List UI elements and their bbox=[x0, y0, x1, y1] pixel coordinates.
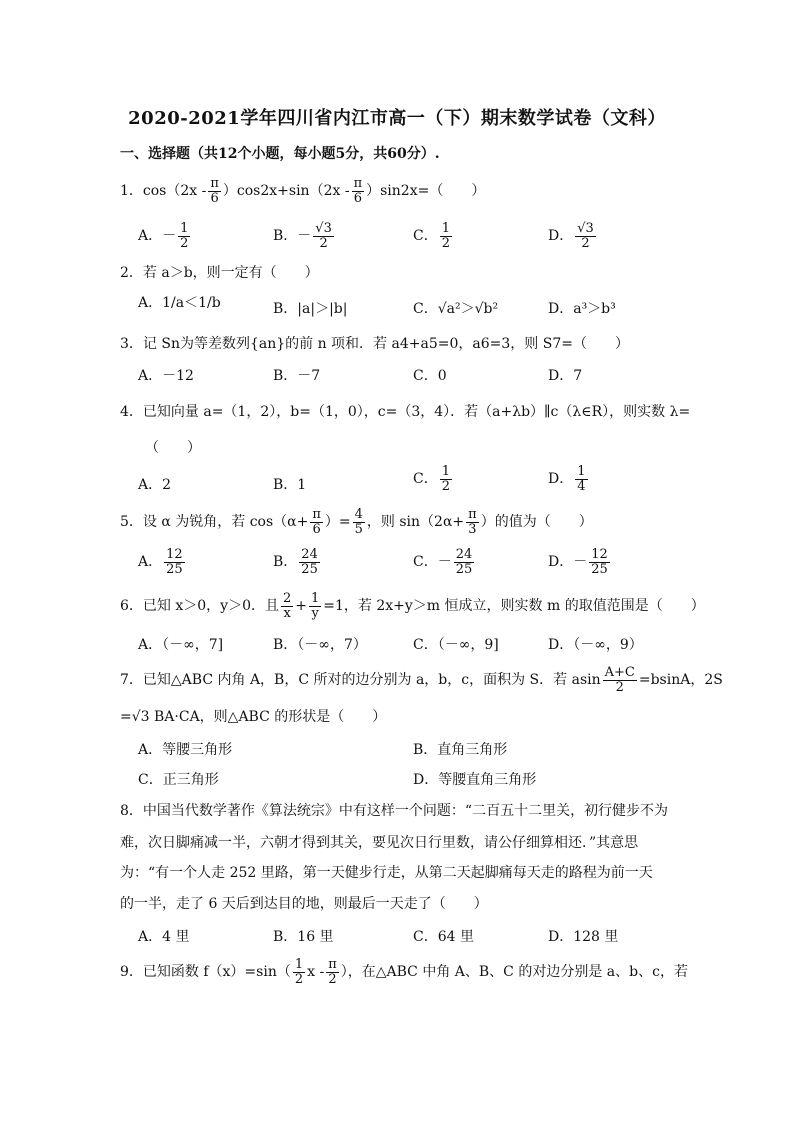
question-7-line-2: =√3 BA·CA，则△ABC 的形状是（ ） bbox=[120, 709, 387, 725]
q2-option-a: A．1/a＜1/b bbox=[138, 295, 221, 311]
q7-option-a: A．等腰三角形 bbox=[138, 742, 233, 758]
page-title: 2020-2021学年四川省内江市高一（下）期末数学试卷（文科） bbox=[128, 108, 666, 129]
section-heading: 一、选择题（共12个小题，每小题5分，共60分）. bbox=[120, 146, 440, 162]
q1-stem-a: 1．cos（2x - bbox=[120, 183, 207, 200]
question-5: 5．设 α 为锐角，若 cos（α+ $\frac{\pi}{6}$ ）= $\frac{4}{5}$ ，则 sin（2α+ $\frac{\pi}{3}$ ）的值为（ ） bbox=[120, 507, 593, 537]
q8-option-b: B．16 里 bbox=[273, 929, 334, 945]
q5-option-b: B． $\frac{24}{25}$ bbox=[273, 547, 318, 577]
q8-option-a: A．4 里 bbox=[138, 929, 190, 945]
question-8-line-4: 的一半，走了 6 天后到达目的地，则最后一天走了（ ） bbox=[120, 896, 488, 912]
question-1 bbox=[120, 177, 485, 205]
question-8-line-2: 难，次日脚痛减一半，六朝才得到其关，要见次日行里数，请公仔细算相还．”其意思 bbox=[120, 835, 639, 851]
q8-option-d: D．128 里 bbox=[548, 929, 619, 945]
question-7: 7．已知△ABC 内角 A，B，C 所对的边分别为 a，b，c，面积为 S．若 asin $\frac{A+C}{2}$ =bsinA，2S bbox=[120, 665, 723, 695]
q1-frac-pi-6: $\frac{\pi}{6}$ bbox=[210, 176, 219, 206]
q1-option-d: D． $\frac{√3}{2}$ bbox=[548, 221, 594, 251]
question-2: 2．若 a＞b，则一定有（ ） bbox=[120, 265, 319, 281]
q5-option-a: A． $\frac{12}{25}$ bbox=[138, 547, 183, 577]
q4-option-a: A．2 bbox=[138, 477, 172, 493]
q6-option-d: D．（－∞，9） bbox=[548, 637, 643, 653]
question-4: 4．已知向量 a=（1，2），b=（1，0），c=（3，4）．若（a+λb）∥c（λ∈R），则实数 λ= bbox=[120, 404, 691, 420]
question-4-answer-paren: （ ） bbox=[145, 440, 201, 456]
q1-stem-b: ）cos2x+sin（2x - bbox=[222, 183, 350, 200]
q1-option-b: B．－ $\frac{√3}{2}$ bbox=[273, 221, 332, 251]
q4-option-c: C． $\frac{1}{2}$ bbox=[413, 464, 450, 494]
q2-option-d: D．a³＞b³ bbox=[548, 301, 616, 317]
q3-option-a: A．－12 bbox=[138, 368, 194, 384]
q4-option-d: D． $\frac{1}{4}$ bbox=[548, 464, 586, 494]
q3-option-d: D．7 bbox=[548, 368, 583, 384]
q1-option-a: A．－ $\frac{1}{2}$ bbox=[138, 221, 189, 251]
q1-option-c: C． $\frac{1}{2}$ bbox=[413, 221, 450, 251]
q1-frac-pi-6b: $\frac{\pi}{6}$ bbox=[353, 176, 363, 206]
question-3: 3．记 Sn为等差数列{an}的前 n 项和．若 a4+a5=0，a6=3，则 S7=（ ） bbox=[120, 336, 629, 352]
q1-stem-c: ）sin2x=（ ） bbox=[366, 183, 486, 200]
q5-option-d: D．－ $\frac{12}{25}$ bbox=[548, 547, 608, 577]
q8-option-c: C．64 里 bbox=[413, 929, 474, 945]
q7-option-b: B．直角三角形 bbox=[413, 742, 508, 758]
q5-option-c: C．－ $\frac{24}{25}$ bbox=[413, 547, 473, 577]
q3-option-c: C．0 bbox=[413, 368, 447, 384]
question-8-line-3: 为：“有一个人走 252 里路，第一天健步行走，从第二天起脚痛每天走的路程为前一天 bbox=[120, 865, 653, 881]
q4-option-b: B．1 bbox=[273, 477, 307, 493]
question-9: 9．已知函数 f（x）=sin（ $\frac{1}{2}$ x - $\frac{\pi}{2}$ ），在△ABC 中角 A、B、C 的对边分别是 a、b、c，若 bbox=[120, 957, 688, 987]
q7-option-c: C．正三角形 bbox=[138, 772, 219, 788]
q6-option-a: A．（－∞，7] bbox=[138, 637, 224, 653]
q7-option-d: D．等腰直角三角形 bbox=[413, 772, 537, 788]
q2-option-b: B．|a|＞|b| bbox=[273, 301, 348, 317]
q6-option-c: C．（－∞，9] bbox=[413, 637, 499, 653]
q2-option-c: C．√a²＞√b² bbox=[413, 301, 499, 317]
q6-option-b: B．（－∞，7） bbox=[273, 637, 367, 653]
q3-option-b: B．－7 bbox=[273, 368, 321, 384]
question-8-line-1: 8．中国当代数学著作《算法统宗》中有这样一个问题：“二百五十二里关，初行健步不为 bbox=[120, 803, 669, 819]
question-6: 6．已知 x＞0，y＞0．且 $\frac{2}{x}$ + $\frac{1}{y}$ =1，若 2x+y＞m 恒成立，则实数 m 的取值范围是（ ） bbox=[120, 591, 705, 621]
